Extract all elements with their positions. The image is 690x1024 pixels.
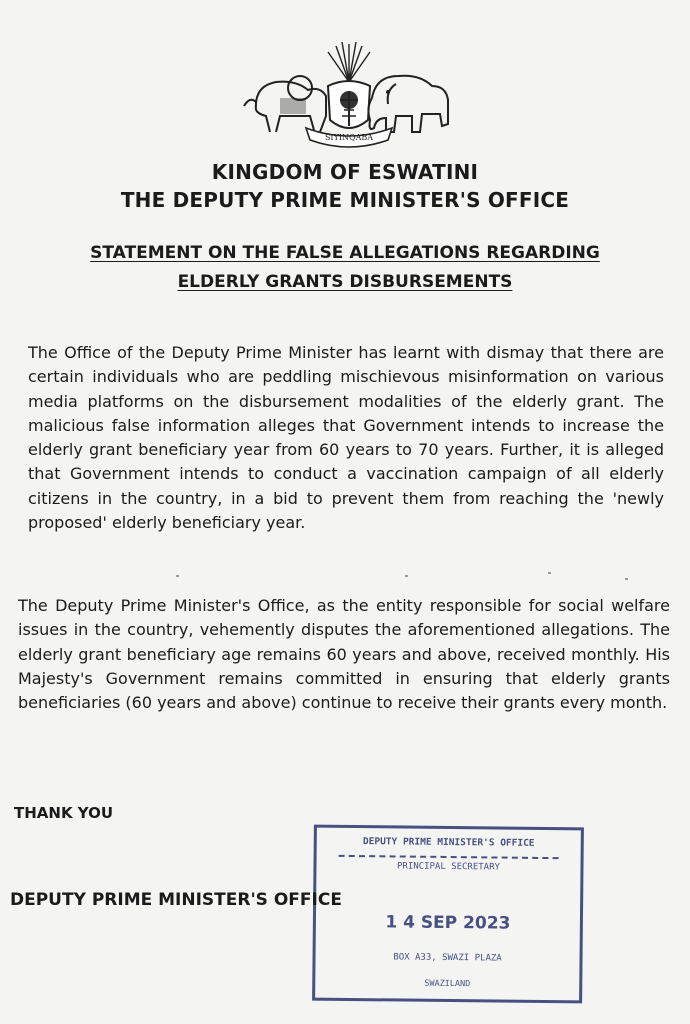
signoff-office: DEPUTY PRIME MINISTER'S OFFICE: [10, 890, 342, 910]
stamp-office-line: DEPUTY PRIME MINISTER'S OFFICE: [362, 836, 535, 849]
office-heading: THE DEPUTY PRIME MINISTER'S OFFICE: [120, 188, 570, 212]
stamp-country: SWAZILAND: [424, 978, 471, 990]
stamp-secretary-line: PRINCIPAL SECRETARY: [396, 861, 501, 873]
stamp-address: BOX A33, SWAZI PLAZA: [393, 952, 502, 964]
coat-of-arms-emblem: [236, 36, 462, 148]
scan-speck: [625, 578, 628, 580]
stamp-date: 1 4 SEP 2023: [385, 912, 511, 934]
svg-text:SIYINQABA: SIYINQABA: [324, 133, 374, 142]
thank-you-text: THANK YOU: [14, 804, 114, 822]
official-date-stamp: [312, 825, 584, 1004]
scan-speck: [405, 575, 408, 577]
stamp-divider: [339, 855, 559, 859]
statement-paragraph-1: The Office of the Deputy Prime Minister has learnt with dismay that there are certain individuals who are peddling mischievous misinformation on various media platforms on the disbursement modalities of the elderly grant. The malicious false information alleges that Government intends to increase the elderly grant beneficiary year from 60 years to 70 years. Further, it is alleged that Government intends to conduct a vaccination campaign of all elderly citizens in the country, in a bid to prevent them from reaching the 'newly proposed' elderly beneficiary year.: [28, 343, 664, 533]
scan-speck: [176, 575, 179, 577]
statement-title-line2: ELDERLY GRANTS DISBURSEMENTS: [177, 272, 513, 292]
kingdom-heading: KINGDOM OF ESWATINI: [211, 160, 479, 184]
statement-paragraph-2: The Deputy Prime Minister's Office, as the entity responsible for social welfare issues in the country, vehemently disputes the aforementioned allegations. The elderly grant beneficiary age remains 60 years and above, received monthly. His Majesty's Government remains committed in ensuring that elderly grants beneficiaries (60 years and above) continue to receive their grants every month.: [18, 596, 670, 713]
scan-speck: [548, 572, 551, 574]
statement-title-line1: STATEMENT ON THE FALSE ALLEGATIONS REGARDING: [90, 243, 600, 263]
